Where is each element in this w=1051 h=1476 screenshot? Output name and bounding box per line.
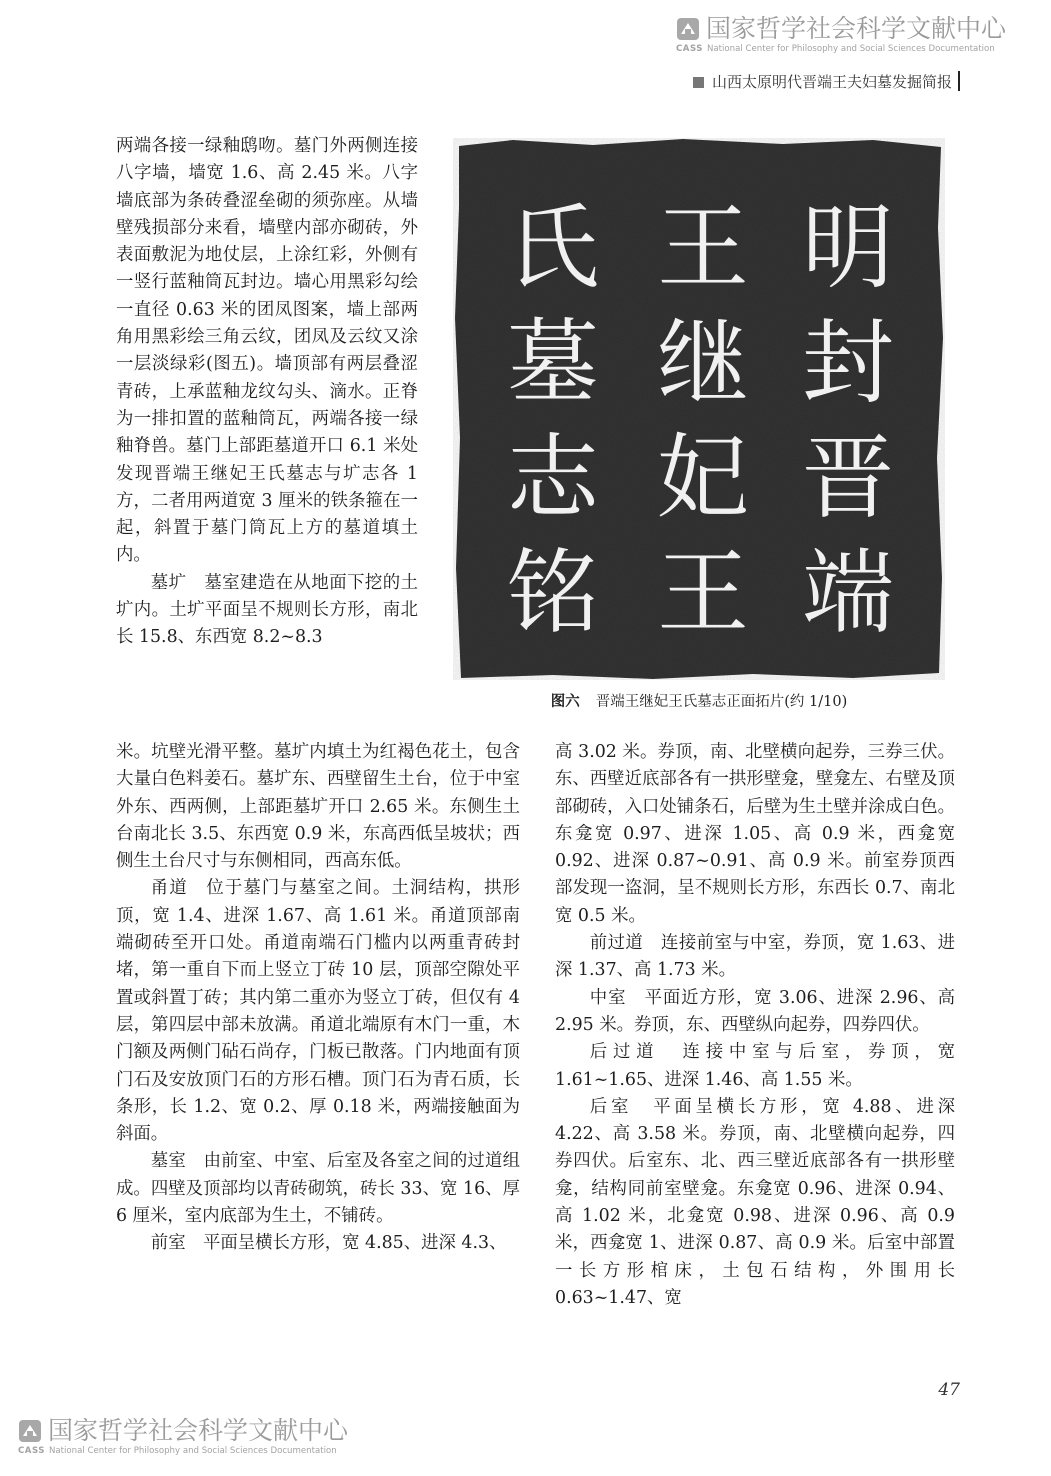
inscription-glyph: 铭 (506, 539, 600, 647)
watermark-en-abbr: CASS (676, 44, 703, 54)
watermark-en-abbr: CASS (18, 1446, 45, 1456)
figure-label: 图六 (550, 694, 580, 710)
inscription-glyph: 墓 (506, 309, 600, 417)
inscription-glyph: 氏 (506, 194, 600, 302)
left-column-top (116, 133, 418, 652)
body-paragraph: 高 3.02 米。券顶，南、北壁横向起券，三券三伏。东、西壁近底部各有一拱形壁龛，壁龛左、右壁及顶部砌砖，入口处铺条石，后壁为生土壁并涂成白色。东龛宽 0.97、进深 1.05、高 0.9 米，西龛宽 0.92、进深 0.87~0.91、高 0.9 米。前室券顶西部发现一盗洞，呈不规则长方形，东西长 0.7、南北宽 0.5 米。 (555, 742, 955, 926)
watermark-en-text: National Center for Philosophy and Social Sciences Documentation (706, 44, 995, 54)
inscription-glyph: 端 (801, 539, 895, 647)
body-paragraph: 后室 平面呈横长方形，宽 4.88、进深 4.22、高 3.58 米。券顶，南、北壁横向起券，四券四伏。后室东、北、西三壁近底部各有一拱形壁龛，结构同前室壁龛。东龛宽 0.96、进深 0.94、高 1.02 米，北龛宽 0.98、进深 0.96、高 0.9 米，西龛宽 1、进深 0.87、高 0.9 米。后室中部置一长方形棺床，土包石结构，外围用长 0.63~1.47、宽 (555, 1096, 955, 1308)
epitaph-rubbing-image (453, 138, 945, 680)
square-bullet-icon (693, 77, 704, 88)
body-paragraph: 前室 平面呈横长方形，宽 4.85、进深 4.3、 (150, 1233, 507, 1254)
figure-caption-text: 晋端王继妃王氏墓志正面拓片(约 1/10) (595, 694, 848, 710)
page-number: 47 (938, 1380, 960, 1400)
body-paragraph: 前过道 连接前室与中室，券顶，宽 1.63、进深 1.37、高 1.73 米。 (555, 933, 955, 981)
watermark-en-text: National Center for Philosophy and Social Sciences Documentation (48, 1446, 337, 1456)
inscription-glyph: 明 (801, 194, 895, 302)
body-paragraph: 甬道 位于墓门与墓室之间。土洞结构，拱形顶，宽 1.4、进深 1.67、高 1.61 米。甬道顶部南端砌砖至开口处。甬道南端石门槛内以两重青砖封堵，第一重自下而上竖立丁砖 10 层，顶部空隙处平置或斜置丁砖；其内第二重亦为竖立丁砖，但仅有 4 层，第四层中部未放满。甬道北端原有木门一重，木门额及两侧门砧石尚存，门板已散落。门内地面有顶门石及安放顶门石的方形石槽。顶门石为青石质，长条形，长 1.2、宽 0.2、厚 0.18 米，两端接触面为斜面。 (116, 878, 520, 1145)
body-paragraph: 米。坑壁光滑平整。墓圹内填土为红褐色花土，包含大量白色料姜石。墓圹东、西壁留生土台，位于中室外东、西两侧，上部距墓圹开口 2.65 米。东侧生土台南北长 3.5、东西宽 0.9 米，东高西低呈坡状；西侧生土台尺寸与东侧相同，西高东低。 (116, 742, 520, 872)
body-paragraph: 后过道 连接中室与后室，券顶，宽 1.61~1.65、进深 1.46、高 1.55 米。 (555, 1042, 955, 1090)
body-paragraph: 墓圹 墓室建造在从地面下挖的土圹内。土圹平面呈不规则长方形，南北长 15.8、东西宽 8.2~8.3 (116, 572, 418, 648)
header-rule (958, 71, 960, 91)
body-paragraph: 墓室 由前室、中室、后室及各室之间的过道组成。四壁及顶部均以青砖砌筑，砖长 33、宽 16、厚 6 厘米，室内底部为生土，不铺砖。 (116, 1151, 520, 1227)
cass-logo-icon (676, 17, 700, 41)
inscription-glyph: 妃 (656, 424, 750, 532)
inscription-glyph: 封 (801, 309, 895, 417)
watermark-cn-text: 国家哲学社会科学文献中心 (706, 14, 1007, 43)
header-watermark-logo (676, 16, 1036, 62)
inscription-glyph: 志 (506, 424, 600, 532)
inscription-glyph: 继 (656, 309, 750, 417)
watermark-cn-text: 国家哲学社会科学文献中心 (48, 1416, 349, 1445)
watermark-en-line (18, 1446, 378, 1456)
running-head (620, 70, 960, 94)
inscription-glyph: 王 (656, 194, 750, 302)
rubbing-graphic (453, 138, 945, 680)
body-paragraph: 两端各接一绿釉鸱吻。墓门外两侧连接八字墙，墙宽 1.6、高 2.45 米。八字墙底部为条砖叠涩垒砌的须弥座。从墙壁残损部分来看，墙壁内部亦砌砖，外表面敷泥为地仗层，上涂红彩，外侧有一竖行蓝釉筒瓦封边。墙心用黑彩勾绘一直径 0.63 米的团凤图案，墙上部两角用黑彩绘三角云纹，团凤及云纹又涂一层淡绿彩(图五)。墙顶部有两层叠涩青砖，上承蓝釉龙纹勾头、滴水。正脊为一排扣置的蓝釉筒瓦，两端各接一绿釉脊兽。墓门上部距墓道开口 6.1 米处发现晋端王继妃王氏墓志与圹志各 1 方，二者用两道宽 3 厘米的铁条箍在一起，斜置于墓门筒瓦上方的墓道填土内。 (116, 136, 418, 566)
footer-watermark-logo (18, 1418, 378, 1462)
running-head-title: 山西太原明代晋端王夫妇墓发掘简报 (711, 73, 952, 91)
watermark-en-line (676, 44, 1036, 54)
figure-caption (453, 690, 945, 711)
body-paragraph: 中室 平面近方形，宽 3.06、进深 2.96、高 2.95 米。券顶，东、西壁纵向起券，四券四伏。 (555, 987, 955, 1035)
left-column-bottom (116, 739, 520, 1258)
inscription-glyph: 王 (656, 539, 750, 647)
right-column (555, 739, 955, 1312)
cass-logo-icon (18, 1419, 42, 1443)
inscription-glyph: 晋 (801, 424, 895, 532)
